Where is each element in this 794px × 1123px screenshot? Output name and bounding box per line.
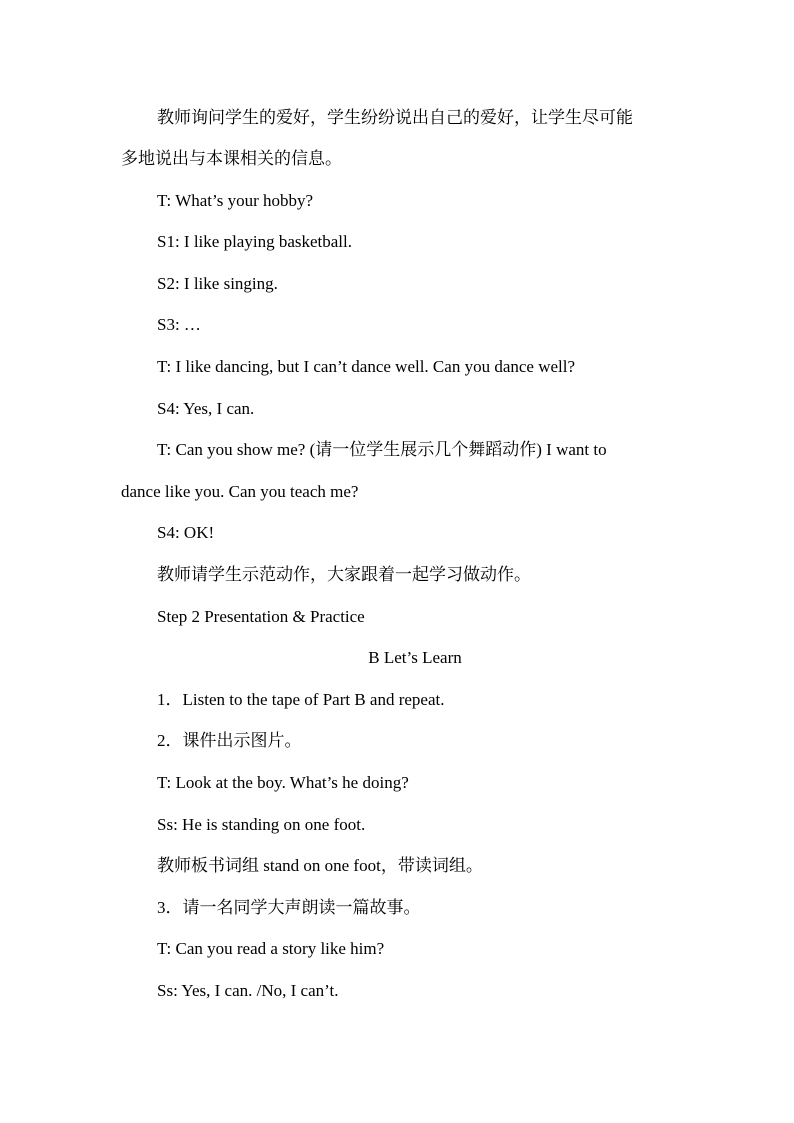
dialogue-line: Ss: Yes, I can. /No, I can’t.: [157, 981, 339, 1000]
dialogue-line: Ss: He is standing on one foot.: [157, 815, 366, 834]
dialogue-line: T: What’s your hobby?: [157, 191, 314, 210]
instruction-line: 教师请学生示范动作，大家跟着一起学习做动作。: [157, 565, 531, 584]
subsection-title: B Let’s Learn: [368, 648, 462, 667]
dialogue-line: S3: …: [157, 315, 201, 334]
numbered-item: 1．Listen to the tape of Part B and repeat.: [157, 690, 445, 709]
dialogue-line: T: Can you read a story like him?: [157, 939, 385, 958]
intro-paragraph-line-2: 多地说出与本课相关的信息。: [121, 149, 342, 168]
instruction-line: 教师板书词组 stand on one foot，带读词组。: [157, 856, 483, 875]
dialogue-line: T: I like dancing, but I can’t dance well. Can you dance well?: [157, 357, 576, 376]
intro-paragraph-line-1: 教师询问学生的爱好，学生纷纷说出自己的爱好，让学生尽可能: [157, 108, 633, 127]
dialogue-line: T: Look at the boy. What’s he doing?: [157, 773, 409, 792]
numbered-item: 2．课件出示图片。: [157, 731, 302, 750]
dialogue-line: S1: I like playing basketball.: [157, 232, 352, 251]
section-heading: Step 2 Presentation & Practice: [157, 607, 365, 626]
dialogue-line: S4: Yes, I can.: [157, 399, 255, 418]
dialogue-line: S4: OK!: [157, 523, 215, 542]
numbered-item: 3．请一名同学大声朗读一篇故事。: [157, 898, 421, 917]
dialogue-line: T: Can you show me? (请一位学生展示几个舞蹈动作) I want to: [157, 440, 607, 459]
dialogue-line-continued: dance like you. Can you teach me?: [121, 482, 359, 501]
dialogue-line: S2: I like singing.: [157, 274, 278, 293]
